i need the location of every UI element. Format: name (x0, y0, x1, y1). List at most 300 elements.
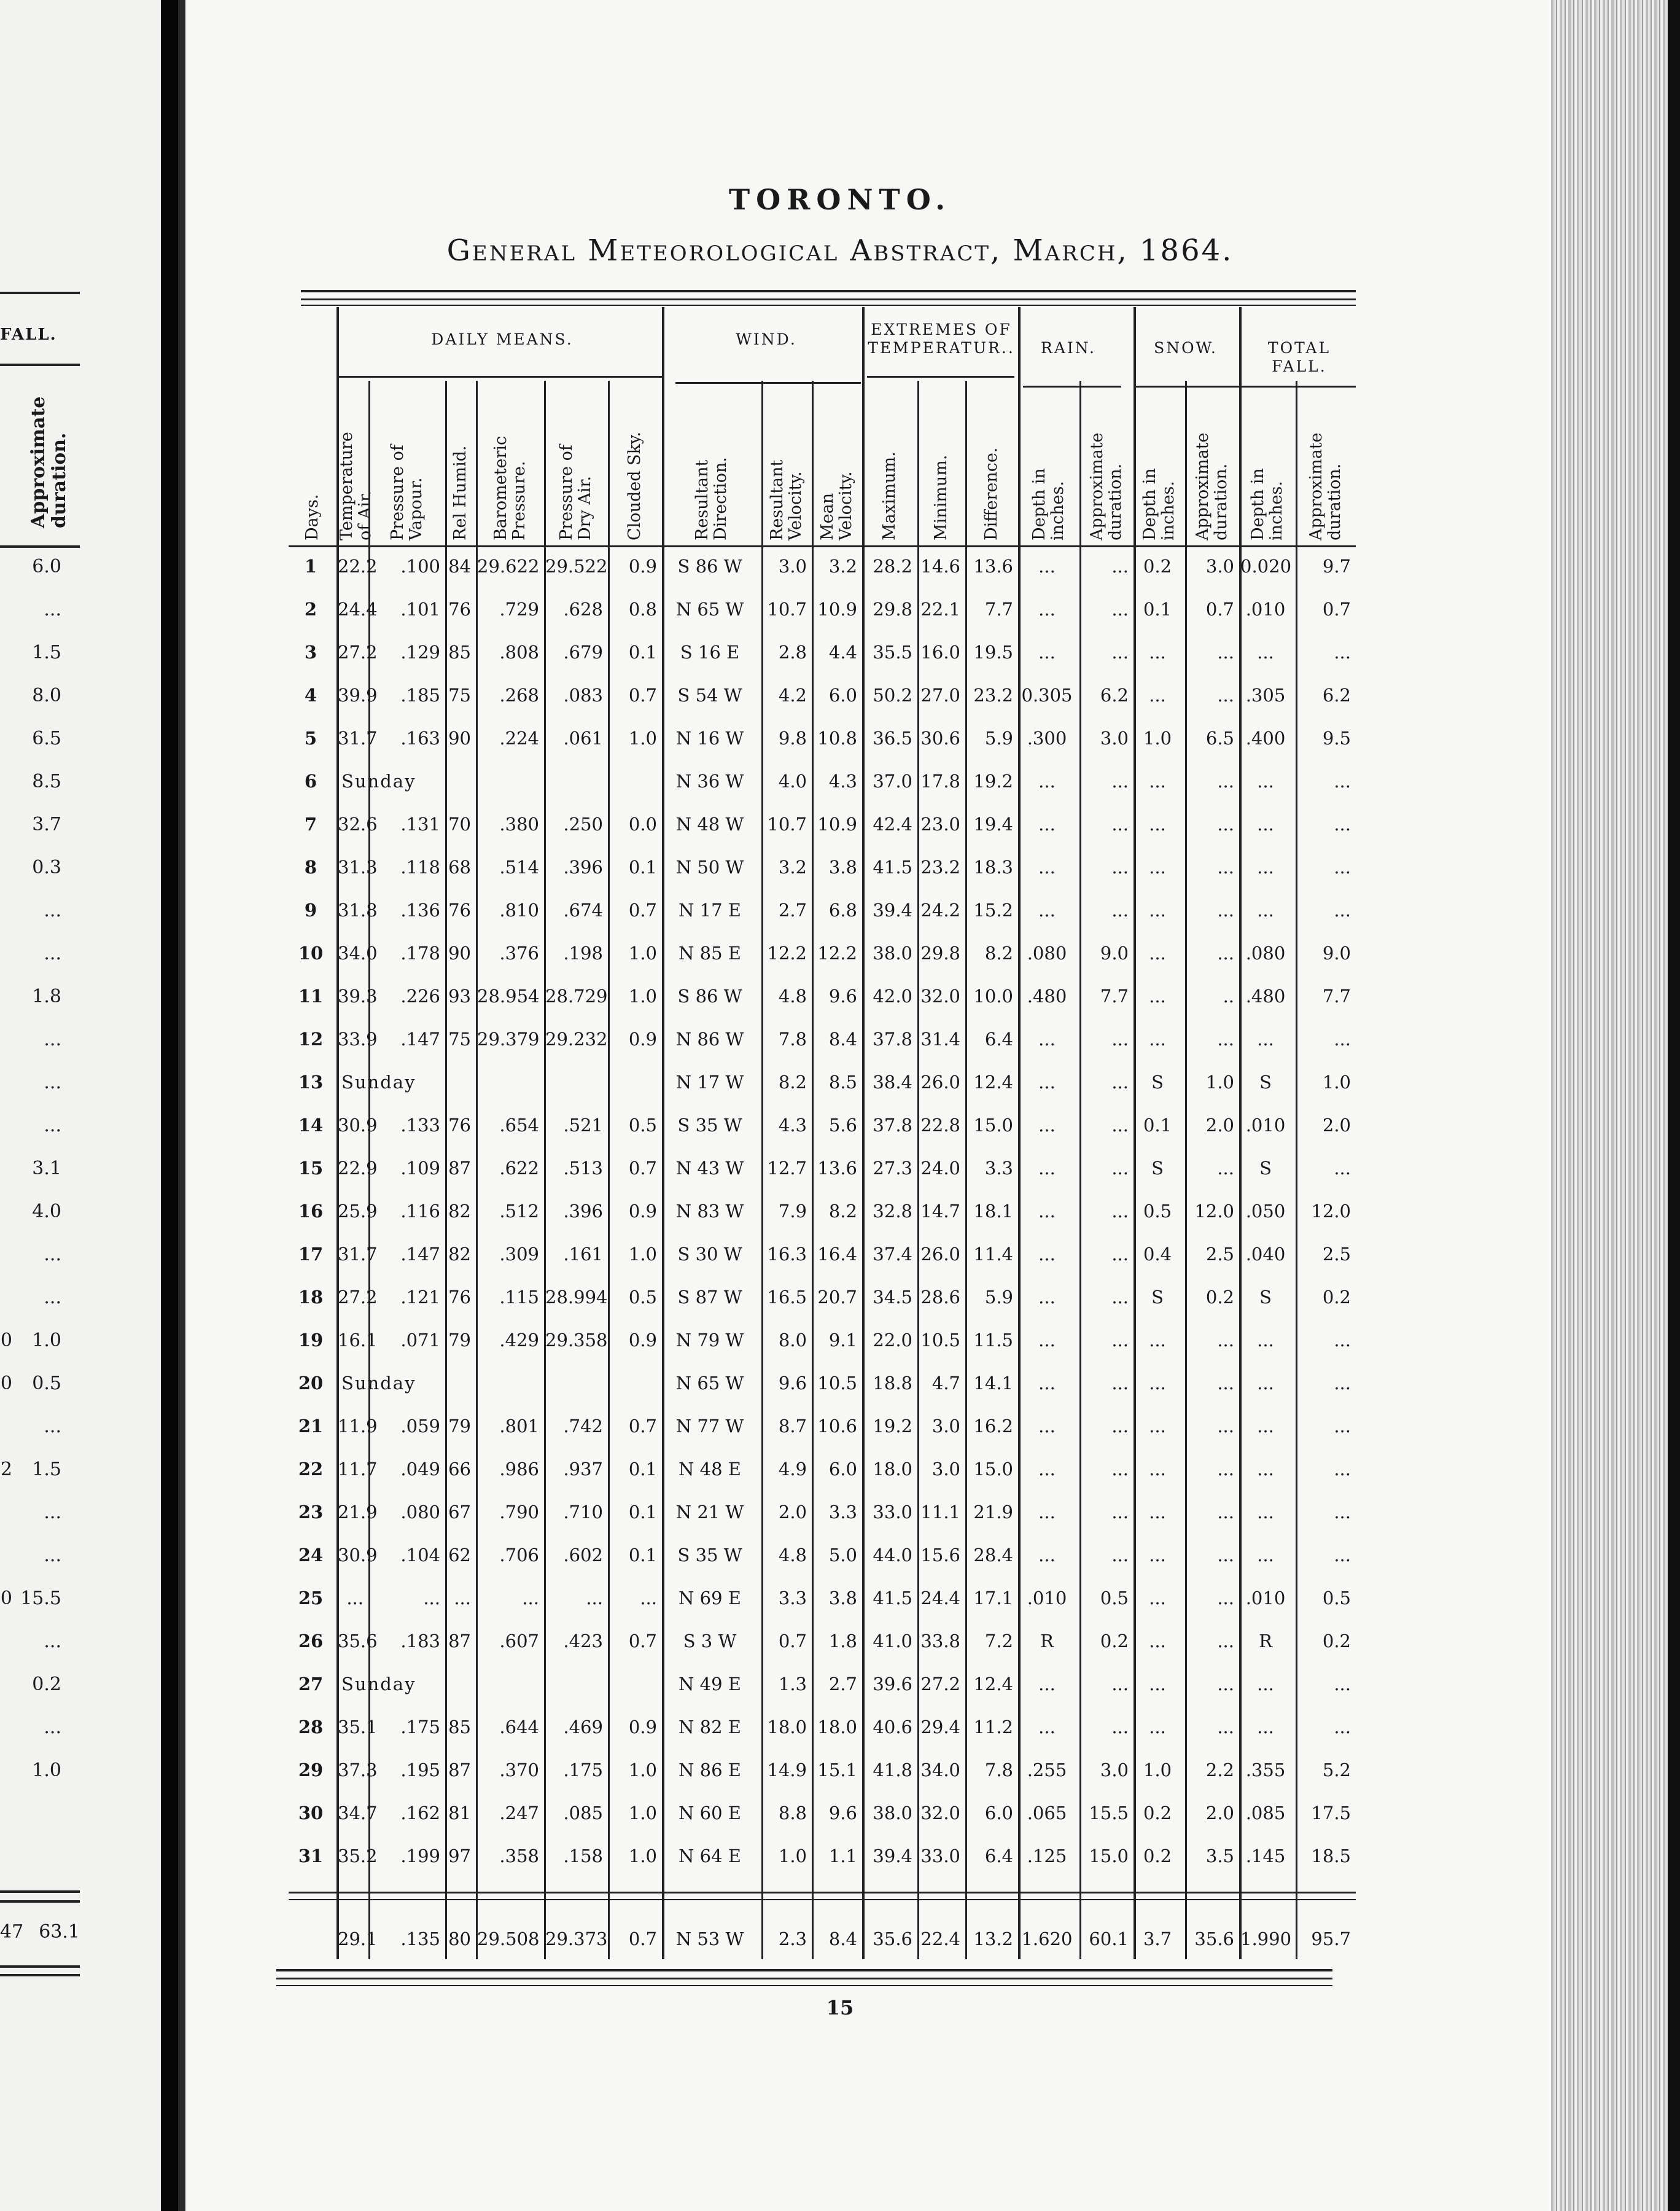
table-cell: 12.4 (973, 1674, 1013, 1694)
table-cell: 2.5 (1322, 1244, 1351, 1265)
table-cell: ... (1111, 1072, 1129, 1093)
left-page-value: ... (44, 1545, 61, 1566)
table-cell: 35.6 (338, 1631, 378, 1651)
table-cell: ... (1111, 1502, 1129, 1523)
table-cell: ... (586, 1588, 603, 1609)
table-cell: .628 (563, 599, 603, 620)
table-cell: .080 (1245, 943, 1286, 964)
table-cell: S (1151, 1158, 1164, 1179)
table-cell: 2.0 (1205, 1803, 1234, 1823)
table-cell: .300 (1027, 728, 1067, 749)
table-cell: .380 (499, 814, 539, 835)
page-subtitle: General Meteorological Abstract, March, 1864. (446, 233, 1234, 268)
table-cell: 35.5 (873, 642, 912, 663)
table-cell: .247 (499, 1803, 539, 1823)
table-cell: N 60 E (679, 1803, 741, 1823)
table-cell: .808 (499, 642, 539, 663)
table-cell: ... (1257, 1545, 1274, 1566)
day-number: 28 (298, 1717, 324, 1737)
left-page-value: 6.5 (32, 728, 61, 749)
day-number: 15 (298, 1158, 324, 1179)
table-cell: S 35 W (677, 1115, 742, 1136)
table-cell: ... (1149, 857, 1166, 878)
table-cell: 0.020 (1240, 556, 1292, 577)
total-cell: 29.508 (477, 1928, 540, 1949)
table-cell: 1.0 (628, 1760, 657, 1780)
group-total-fall: TOTAL FALL. (1267, 339, 1331, 375)
day-number: 20 (298, 1373, 324, 1394)
day-number: 21 (298, 1416, 324, 1437)
table-cell: ... (1334, 1029, 1351, 1050)
table-cell: 29.379 (477, 1029, 540, 1050)
table-cell: ... (1038, 1717, 1056, 1737)
left-page-value: 8.5 (32, 771, 61, 792)
table-cell: ... (1149, 1588, 1166, 1609)
table-cell: 34.7 (338, 1803, 378, 1823)
table-cell: 1.3 (778, 1674, 807, 1694)
total-cell: 95.7 (1311, 1928, 1351, 1949)
table-cell: 14.9 (767, 1760, 807, 1780)
column-header: Depth in inches. (1248, 468, 1286, 540)
total-cell: 3.7 (1143, 1928, 1172, 1949)
table-cell: 11.4 (973, 1244, 1013, 1265)
table-cell: 3.2 (778, 857, 807, 878)
table-cell: .937 (563, 1459, 603, 1480)
table-cell: 7.2 (984, 1631, 1013, 1651)
column-header: Approximate duration. (1087, 432, 1125, 540)
table-cell: 34.0 (920, 1760, 960, 1780)
table-cell: ... (1111, 1244, 1129, 1265)
total-cell: 1.620 (1021, 1928, 1073, 1949)
page-number: 15 (826, 1996, 854, 2019)
table-cell: 16.4 (817, 1244, 857, 1265)
table-cell: .790 (499, 1502, 539, 1523)
total-cell: 35.6 (1194, 1928, 1234, 1949)
table-cell: N 49 E (679, 1674, 741, 1694)
table-cell: ... (1217, 1545, 1234, 1566)
table-cell: 8.8 (778, 1803, 807, 1823)
table-cell: 3.0 (1100, 1760, 1129, 1780)
table-cell: ... (1217, 1416, 1234, 1437)
column-header: Resultant Velocity. (768, 459, 805, 540)
table-cell: 0.1 (628, 1459, 657, 1480)
table-cell: Sunday (341, 1674, 416, 1694)
table-cell: .145 (1245, 1846, 1286, 1866)
left-page-value: 8.0 (32, 685, 61, 706)
table-cell: .602 (563, 1545, 603, 1566)
table-cell: .125 (1027, 1846, 1067, 1866)
left-page-value: ... (44, 1631, 61, 1652)
day-number: 26 (298, 1631, 324, 1651)
table-cell: 5.0 (828, 1545, 857, 1566)
table-cell: 0.1 (1143, 599, 1172, 620)
table-cell: 29.8 (920, 943, 960, 964)
table-cell: ... (1111, 599, 1129, 620)
table-cell: ... (1111, 1717, 1129, 1737)
table-cell: 37.3 (338, 1760, 378, 1780)
table-cell: 11.7 (338, 1459, 378, 1480)
table-cell: 21.9 (973, 1502, 1013, 1523)
table-cell: 41.5 (873, 857, 912, 878)
table-cell: 7.7 (984, 599, 1013, 620)
table-cell: .131 (400, 814, 440, 835)
table-cell: .118 (400, 857, 440, 878)
table-cell: 15.1 (817, 1760, 857, 1780)
table-cell: N 48 W (675, 814, 744, 835)
table-cell: 3.0 (931, 1459, 960, 1480)
table-cell: ... (1111, 1416, 1129, 1437)
table-cell: N 16 W (675, 728, 744, 749)
table-cell: N 77 W (675, 1416, 744, 1437)
column-header: Temperature of Air. (337, 432, 375, 540)
table-cell: .100 (400, 556, 440, 577)
table-cell: 9.0 (1100, 943, 1129, 964)
table-cell: 2.7 (778, 900, 807, 921)
day-number: 19 (298, 1330, 324, 1351)
table-cell: 84 (448, 556, 471, 577)
table-cell: Sunday (341, 1072, 416, 1093)
table-cell: 32.0 (920, 986, 960, 1007)
table-cell: 76 (448, 599, 471, 620)
table-cell: 9.6 (828, 1803, 857, 1823)
column-header: Depth in inches. (1030, 468, 1067, 540)
table-cell: .644 (499, 1717, 539, 1737)
table-cell: ... (1257, 1416, 1274, 1437)
table-cell: 35.1 (338, 1717, 378, 1737)
table-cell: 0.5 (1322, 1588, 1351, 1609)
table-cell: ... (1149, 986, 1166, 1007)
table-cell: ... (1334, 814, 1351, 835)
left-page-value: 0.2 (32, 1674, 61, 1695)
table-cell: 1.0 (628, 728, 657, 749)
table-cell: S 16 E (680, 642, 740, 663)
table-cell: ... (1038, 1029, 1056, 1050)
table-cell: 85 (448, 1717, 471, 1737)
table-cell: 97 (448, 1846, 471, 1866)
column-header: Clouded Sky. (625, 431, 644, 540)
table-cell: 16.1 (338, 1330, 378, 1351)
table-cell: 79 (448, 1330, 471, 1351)
table-cell: 33.0 (920, 1846, 960, 1866)
table-cell: .010 (1027, 1588, 1067, 1609)
table-cell: ... (1111, 814, 1129, 835)
table-cell: 90 (448, 728, 471, 749)
day-number: 13 (298, 1072, 324, 1093)
table-cell: .061 (563, 728, 603, 749)
total-cell: N 53 W (675, 1928, 744, 1949)
table-cell: 37.8 (873, 1029, 912, 1050)
table-cell: 18.8 (873, 1373, 912, 1394)
table-cell: 35.2 (338, 1846, 378, 1866)
table-cell: 0.1 (628, 857, 657, 878)
table-cell: .185 (400, 685, 440, 706)
table-cell: .513 (563, 1158, 603, 1179)
table-cell: 7.8 (984, 1760, 1013, 1780)
table-cell: .080 (400, 1502, 440, 1523)
table-cell: 15.0 (973, 1115, 1013, 1136)
table-cell: 4.0 (778, 771, 807, 792)
table-cell: 9.8 (778, 728, 807, 749)
table-cell: 19.5 (973, 642, 1013, 663)
table-cell: ... (1334, 1502, 1351, 1523)
table-cell: 82 (448, 1244, 471, 1265)
table-cell: 87 (448, 1760, 471, 1780)
table-cell: 38.0 (873, 1803, 912, 1823)
left-page-value: 1.0 (32, 1330, 61, 1351)
table-cell: 21.9 (338, 1502, 378, 1523)
table-cell: .049 (400, 1459, 440, 1480)
table-cell: S 3 W (683, 1631, 737, 1651)
column-header: Resultant Direction. (693, 456, 730, 540)
table-cell: .400 (1245, 728, 1286, 749)
table-cell: S 30 W (677, 1244, 742, 1265)
table-cell: 12.0 (1311, 1201, 1351, 1222)
table-cell: ... (1111, 1287, 1129, 1308)
table-cell: 36.5 (873, 728, 912, 749)
table-cell: ... (1334, 1330, 1351, 1351)
left-page-value: ... (44, 1072, 61, 1093)
table-cell: R (1040, 1631, 1054, 1651)
table-cell: .469 (563, 1717, 603, 1737)
table-cell: ... (1038, 1287, 1056, 1308)
table-cell: Sunday (341, 771, 416, 792)
table-cell: 38.0 (873, 943, 912, 964)
table-cell: 2.5 (1205, 1244, 1234, 1265)
group-daily-means: DAILY MEANS. (431, 330, 574, 348)
table-cell: .. (1223, 986, 1234, 1007)
table-cell: 10.7 (767, 599, 807, 620)
left-page-header: FALL. (0, 326, 57, 344)
table-cell: 1.0 (628, 943, 657, 964)
table-cell: ... (1334, 771, 1351, 792)
table-cell: 17.1 (973, 1588, 1013, 1609)
table-cell: .199 (400, 1846, 440, 1866)
table-cell: .040 (1245, 1244, 1286, 1265)
table-cell: ... (1038, 1416, 1056, 1437)
table-cell: .801 (499, 1416, 539, 1437)
table-cell: 4.7 (931, 1373, 960, 1394)
table-cell: 31.3 (338, 857, 378, 878)
table-cell: ... (1111, 1201, 1129, 1222)
table-cell: .147 (400, 1244, 440, 1265)
table-cell: ... (1334, 1459, 1351, 1480)
total-cell: 29.373 (545, 1928, 608, 1949)
table-cell: ... (1257, 771, 1274, 792)
table-cell: 10.5 (920, 1330, 960, 1351)
table-cell: ... (1111, 900, 1129, 921)
table-cell: 67 (448, 1502, 471, 1523)
table-cell: 75 (448, 1029, 471, 1050)
table-cell: N 50 W (675, 857, 744, 878)
table-cell: 0.2 (1143, 1803, 1172, 1823)
table-cell: .163 (400, 728, 440, 749)
table-cell: 19.4 (973, 814, 1013, 835)
table-cell: ... (1111, 1459, 1129, 1480)
table-bottom-rule (276, 1978, 1332, 1979)
table-cell: 6.2 (1100, 685, 1129, 706)
page-title: TORONTO. (728, 183, 952, 216)
table-cell: .136 (400, 900, 440, 921)
total-cell: 2.3 (778, 1928, 807, 1949)
table-cell: 3.3 (778, 1588, 807, 1609)
table-cell: ... (423, 1588, 440, 1609)
table-cell: 85 (448, 642, 471, 663)
table-cell: ... (1334, 1158, 1351, 1179)
table-cell: 27.2 (338, 1287, 378, 1308)
table-cell: S 35 W (677, 1545, 742, 1566)
table-cell: 0.2 (1322, 1631, 1351, 1651)
table-cell: 0.2 (1100, 1631, 1129, 1651)
table-cell: .183 (400, 1631, 440, 1651)
table-cell: 41.8 (873, 1760, 912, 1780)
total-cell: 0.7 (628, 1928, 657, 1949)
table-cell: .116 (400, 1201, 440, 1222)
table-cell: ... (1038, 1330, 1056, 1351)
table-cell: 27.0 (920, 685, 960, 706)
table-cell: .607 (499, 1631, 539, 1651)
table-cell: .147 (400, 1029, 440, 1050)
day-number: 2 (304, 599, 317, 620)
table-cell: 27.2 (920, 1674, 960, 1694)
table-cell: S 54 W (677, 685, 742, 706)
total-cell: .135 (400, 1928, 440, 1949)
day-number: 7 (304, 814, 317, 835)
table-cell: 0.5 (628, 1287, 657, 1308)
table-cell: 0.9 (628, 1201, 657, 1222)
table-cell: 33.0 (873, 1502, 912, 1523)
table-cell: 33.9 (338, 1029, 378, 1050)
table-cell: ... (1257, 1717, 1274, 1737)
group-snow: SNOW. (1154, 339, 1218, 357)
table-cell: ... (1334, 642, 1351, 663)
table-cell: 66 (448, 1459, 471, 1480)
table-cell: 11.5 (973, 1330, 1013, 1351)
table-cell: .226 (400, 986, 440, 1007)
table-cell: ... (1334, 1545, 1351, 1566)
total-cell: 13.2 (973, 1928, 1013, 1949)
table-cell: .175 (563, 1760, 603, 1780)
table-cell: ... (522, 1588, 539, 1609)
table-cell: 14.6 (920, 556, 960, 577)
table-cell: .250 (563, 814, 603, 835)
table-cell: 39.6 (873, 1674, 912, 1694)
table-cell: ... (1334, 1717, 1351, 1737)
table-cell: ... (1111, 1115, 1129, 1136)
table-cell: 4.3 (828, 771, 857, 792)
table-cell: 41.0 (873, 1631, 912, 1651)
table-cell: 34.5 (873, 1287, 912, 1308)
left-page-subheader: Approximate duration. (28, 396, 70, 528)
table-cell: 7.7 (1100, 986, 1129, 1007)
group-rule (675, 382, 861, 384)
table-cell: 3.0 (1205, 556, 1234, 577)
table-cell: 23.0 (920, 814, 960, 835)
table-cell: .071 (400, 1330, 440, 1351)
table-cell: ... (1217, 1459, 1234, 1480)
table-cell: ... (1038, 1244, 1056, 1265)
column-header: Depth in inches. (1140, 468, 1178, 540)
day-number: 11 (298, 986, 324, 1007)
table-cell: 11.1 (920, 1502, 960, 1523)
table-cell: .085 (1245, 1803, 1286, 1823)
day-number: 5 (304, 728, 317, 749)
table-cell: .622 (499, 1158, 539, 1179)
table-cell: 15.6 (920, 1545, 960, 1566)
table-cell: 22.8 (920, 1115, 960, 1136)
table-cell: 0.1 (628, 1502, 657, 1523)
table-cell: 31.4 (920, 1029, 960, 1050)
day-number: 9 (304, 900, 317, 921)
table-cell: 8.2 (828, 1201, 857, 1222)
column-header: Pressure of Vapour. (387, 445, 426, 540)
table-cell: .104 (400, 1545, 440, 1566)
table-cell: ... (1038, 1072, 1056, 1093)
table-cell: .370 (499, 1760, 539, 1780)
table-cell: ... (1257, 1029, 1274, 1050)
table-cell: 27.2 (338, 642, 378, 663)
table-cell: .121 (400, 1287, 440, 1308)
table-cell: S (1259, 1072, 1272, 1093)
day-number: 30 (298, 1803, 324, 1823)
table-cell: ... (1149, 1502, 1166, 1523)
table-cell: 0.2 (1143, 1846, 1172, 1866)
left-page-total: 63.1 (39, 1921, 80, 1943)
table-cell: 38.4 (873, 1072, 912, 1093)
day-number: 31 (298, 1846, 324, 1866)
table-cell: ... (1111, 1029, 1129, 1050)
table-cell: 3.3 (984, 1158, 1013, 1179)
table-cell: ... (1038, 900, 1056, 921)
table-cell: N 79 W (675, 1330, 744, 1351)
table-cell: 10.9 (817, 599, 857, 620)
table-cell: ... (1038, 1115, 1056, 1136)
group-rule (1240, 386, 1356, 388)
table-cell: 93 (448, 986, 471, 1007)
table-cell: 16.3 (767, 1244, 807, 1265)
table-cell: 10.7 (767, 814, 807, 835)
table-cell: 22.9 (338, 1158, 378, 1179)
table-cell: .358 (499, 1846, 539, 1866)
table-cell: 17.8 (920, 771, 960, 792)
table-cell: 9.7 (1322, 556, 1351, 577)
table-cell: 6.2 (1322, 685, 1351, 706)
table-cell: S (1151, 1287, 1164, 1308)
table-cell: 76 (448, 1287, 471, 1308)
table-cell: N 43 W (675, 1158, 744, 1179)
table-cell: N 21 W (675, 1502, 744, 1523)
table-cell: 87 (448, 1631, 471, 1651)
table-cell: 44.0 (873, 1545, 912, 1566)
table-cell: ... (1217, 1631, 1234, 1651)
column-header: Approximate duration. (1307, 432, 1344, 540)
table-cell: ... (1111, 1373, 1129, 1394)
table-cell: 25.9 (338, 1201, 378, 1222)
left-page-value: 3.1 (32, 1158, 61, 1179)
day-number: 4 (304, 685, 317, 706)
column-header: Approximate duration. (1193, 432, 1231, 540)
left-page-value: ... (44, 599, 61, 620)
column-header: Difference. (982, 447, 1001, 540)
table-cell: ... (1111, 1158, 1129, 1179)
table-cell: 28.6 (920, 1287, 960, 1308)
table-cell: ... (1334, 900, 1351, 921)
table-cell: ... (1038, 1201, 1056, 1222)
table-cell: 6.0 (984, 1803, 1013, 1823)
table-cell: 0.5 (1100, 1588, 1129, 1609)
table-cell: 28.729 (545, 986, 608, 1007)
table-cell: 18.3 (973, 857, 1013, 878)
table-cell: .010 (1245, 1115, 1286, 1136)
